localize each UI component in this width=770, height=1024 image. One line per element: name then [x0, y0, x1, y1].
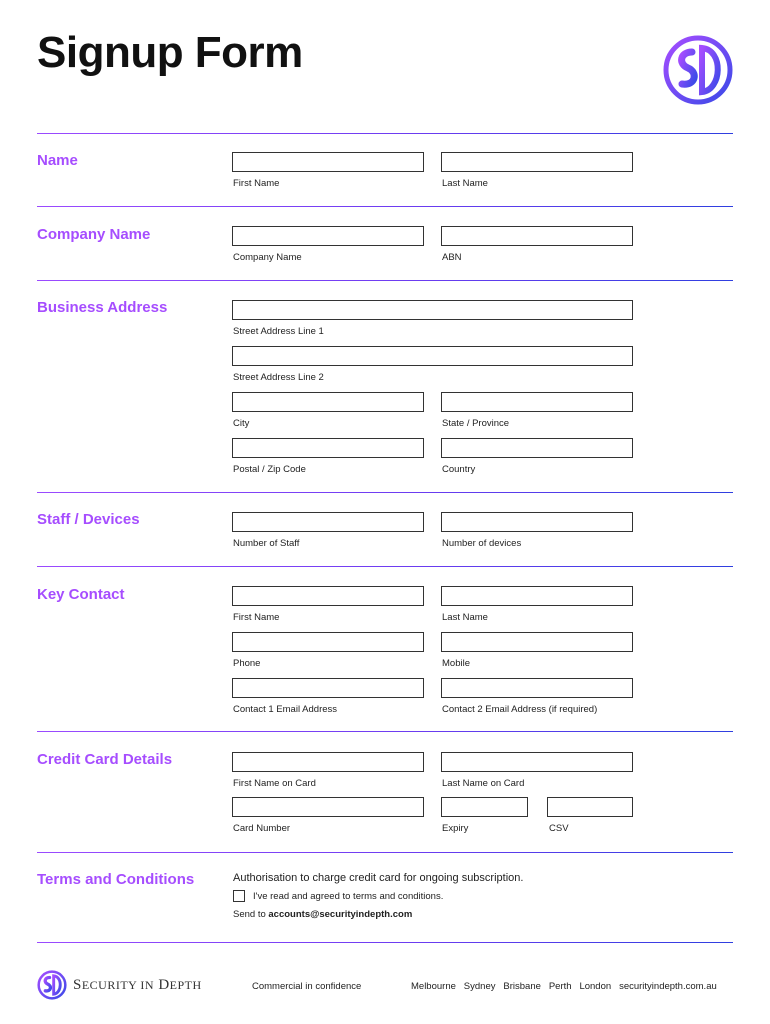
- field-label: Card Number: [233, 823, 291, 834]
- send-to-text: [233, 909, 412, 920]
- terms-checkbox[interactable]: [233, 890, 245, 902]
- field-label: Number of devices: [442, 538, 522, 549]
- card-last-name-field[interactable]: [441, 752, 633, 772]
- section-title-company: Company Name: [37, 226, 151, 243]
- section-title-card: Credit Card Details: [37, 751, 173, 768]
- street-line-1-field[interactable]: [232, 300, 633, 320]
- contact-last-name-field[interactable]: [441, 586, 633, 606]
- footer-locations: Melbourne Sydney Brisbane Perth London securityindepth.com.au: [411, 981, 717, 992]
- city-field[interactable]: [232, 392, 424, 412]
- section-title-address: Business Address: [37, 299, 168, 316]
- phone-field[interactable]: [232, 632, 424, 652]
- field-label: Last Name: [442, 178, 488, 189]
- section-divider: [37, 852, 733, 853]
- section-divider: [37, 280, 733, 281]
- field-label: Company Name: [233, 252, 302, 263]
- section-divider: [37, 133, 733, 134]
- field-label: Contact 1 Email Address: [233, 704, 338, 715]
- footer-logo-icon: [37, 970, 67, 1000]
- postal-code-field[interactable]: [232, 438, 424, 458]
- field-label: Street Address Line 2: [233, 372, 324, 383]
- contact-1-email-field[interactable]: [232, 678, 424, 698]
- security-in-depth-logo: [662, 34, 734, 106]
- contact-2-email-field[interactable]: [441, 678, 633, 698]
- field-label: Mobile: [442, 658, 470, 669]
- field-label: State / Province: [442, 418, 510, 429]
- section-title-name: Name: [37, 152, 78, 169]
- field-label: Last Name on Card: [442, 778, 525, 789]
- field-label: ABN: [442, 252, 462, 263]
- accounts-email-link[interactable]: accounts@securityindepth.com: [268, 909, 413, 920]
- company-name-field[interactable]: [232, 226, 424, 246]
- section-divider: [37, 942, 733, 943]
- field-label: Contact 2 Email Address (if required): [442, 704, 598, 715]
- authorisation-text: Authorisation to charge credit card for ongoing subscription.: [233, 872, 524, 884]
- number-of-staff-field[interactable]: [232, 512, 424, 532]
- send-to-prefix: Send to: [233, 909, 269, 920]
- last-name-field[interactable]: [441, 152, 633, 172]
- section-divider: [37, 206, 733, 207]
- field-label: Last Name: [442, 612, 488, 623]
- number-of-devices-field[interactable]: [441, 512, 633, 532]
- footer-brand-name: SECURITY IN DEPTH: [73, 977, 202, 993]
- field-label: Postal / Zip Code: [233, 464, 306, 475]
- section-title-staff: Staff / Devices: [37, 511, 140, 528]
- field-label: First Name: [233, 178, 280, 189]
- mobile-field[interactable]: [441, 632, 633, 652]
- field-label: Number of Staff: [233, 538, 300, 549]
- section-divider: [37, 566, 733, 567]
- abn-field[interactable]: [441, 226, 633, 246]
- expiry-field[interactable]: [441, 797, 528, 817]
- field-label: Expiry: [442, 823, 469, 834]
- country-field[interactable]: [441, 438, 633, 458]
- section-title-terms: Terms and Conditions: [37, 871, 195, 888]
- footer-confidential: Commercial in confidence: [252, 981, 362, 992]
- state-field[interactable]: [441, 392, 633, 412]
- field-label: Phone: [233, 658, 261, 669]
- section-divider: [37, 492, 733, 493]
- page-title: Signup Form: [37, 28, 303, 77]
- field-label: City: [233, 418, 250, 429]
- contact-first-name-field[interactable]: [232, 586, 424, 606]
- csv-field[interactable]: [547, 797, 633, 817]
- section-title-contact: Key Contact: [37, 586, 125, 603]
- field-label: First Name on Card: [233, 778, 316, 789]
- section-divider: [37, 731, 733, 732]
- terms-checkbox-label: I've read and agreed to terms and conditions.: [253, 891, 444, 902]
- street-line-2-field[interactable]: [232, 346, 633, 366]
- field-label: Street Address Line 1: [233, 326, 324, 337]
- card-number-field[interactable]: [232, 797, 424, 817]
- field-label: First Name: [233, 612, 280, 623]
- first-name-field[interactable]: [232, 152, 424, 172]
- field-label: Country: [442, 464, 476, 475]
- field-label: CSV: [549, 823, 569, 834]
- card-first-name-field[interactable]: [232, 752, 424, 772]
